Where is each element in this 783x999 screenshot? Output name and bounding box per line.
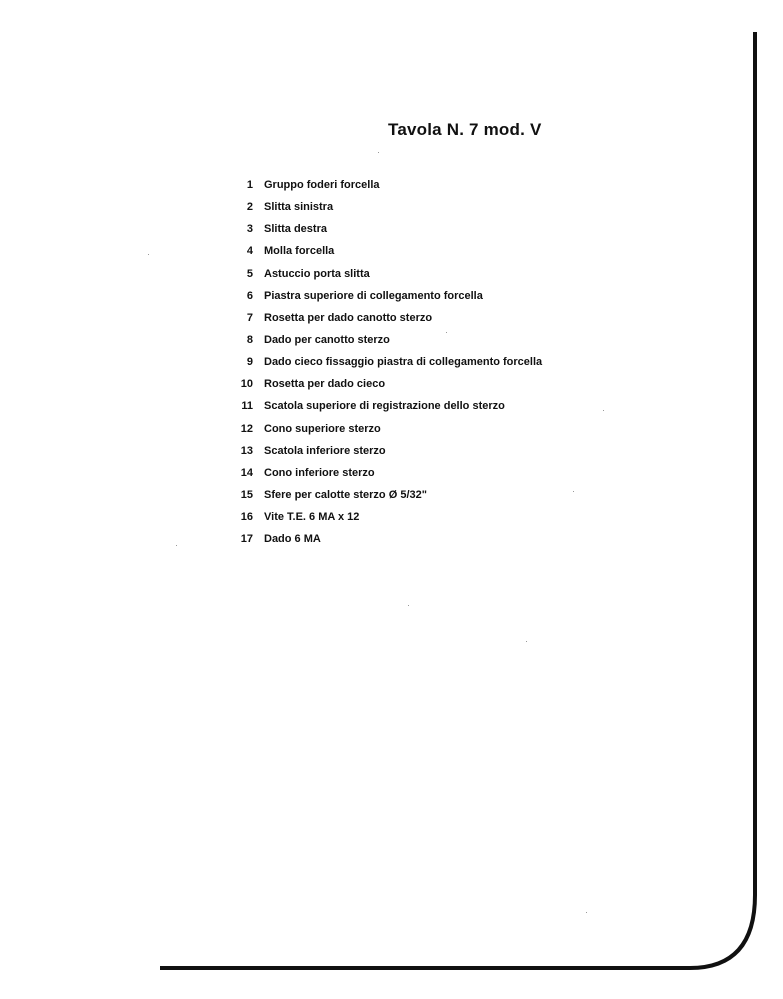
list-item [228, 196, 608, 218]
list-item [228, 240, 608, 262]
item-description: Sfere per calotte sterzo Ø 5/32" [264, 489, 427, 502]
list-item [228, 307, 608, 329]
item-number: 13 [240, 444, 253, 457]
item-description: Slitta sinistra [264, 201, 334, 214]
list-item [228, 218, 608, 240]
item-number: 4 [246, 245, 253, 258]
item-number: 7 [246, 311, 253, 324]
list-item [228, 418, 608, 440]
item-description: Rosetta per dado cieco [264, 378, 386, 391]
scan-speck [446, 332, 447, 333]
scan-speck [148, 254, 149, 255]
item-description: Slitta destra [264, 223, 327, 236]
item-description: Gruppo foderi forcella [264, 179, 380, 192]
list-item [228, 329, 608, 351]
item-number: 2 [246, 201, 253, 214]
item-number: 9 [246, 356, 253, 369]
item-description: Scatola inferiore sterzo [264, 444, 386, 457]
list-item [228, 351, 608, 373]
scan-speck [176, 545, 177, 546]
item-number: 11 [241, 400, 253, 413]
list-item [228, 528, 608, 550]
list-item [228, 462, 608, 484]
item-number: 5 [246, 267, 253, 280]
item-description: Cono inferiore sterzo [264, 466, 375, 479]
item-number: 17 [240, 533, 253, 546]
list-item [228, 285, 608, 307]
item-number: 8 [246, 334, 253, 347]
scan-speck [378, 152, 379, 153]
item-number: 1 [246, 179, 253, 192]
item-description: Piastra superiore di collegamento forcella [264, 289, 483, 302]
list-item [228, 373, 608, 395]
item-number: 3 [246, 223, 253, 236]
list-item [228, 440, 608, 462]
item-number: 6 [246, 289, 253, 302]
page-title: Tavola N. 7 mod. V [388, 120, 542, 139]
item-description: Scatola superiore di registrazione dello sterzo [264, 400, 505, 413]
list-item [228, 506, 608, 528]
scan-speck [573, 491, 574, 492]
list-item [228, 174, 608, 196]
scan-speck [586, 912, 587, 913]
list-item [228, 395, 608, 417]
item-number: 16 [240, 511, 253, 524]
scan-speck [408, 605, 409, 606]
item-number: 12 [240, 422, 253, 435]
parts-list [228, 174, 608, 550]
item-description: Rosetta per dado canotto sterzo [264, 311, 433, 324]
item-number: 14 [240, 466, 253, 479]
item-number: 15 [240, 489, 253, 502]
item-description: Dado per canotto sterzo [264, 334, 390, 347]
list-item [228, 263, 608, 285]
item-description: Cono superiore sterzo [264, 422, 381, 435]
item-number: 10 [240, 378, 253, 391]
scan-speck [603, 410, 604, 411]
item-description: Dado 6 MA [264, 533, 321, 546]
scan-speck [526, 641, 527, 642]
item-description: Dado cieco fissaggio piastra di collegamento forcella [264, 356, 543, 369]
item-description: Vite T.E. 6 MA x 12 [264, 511, 360, 524]
item-description: Astuccio porta slitta [264, 267, 370, 280]
item-description: Molla forcella [264, 245, 335, 258]
list-item [228, 484, 608, 506]
